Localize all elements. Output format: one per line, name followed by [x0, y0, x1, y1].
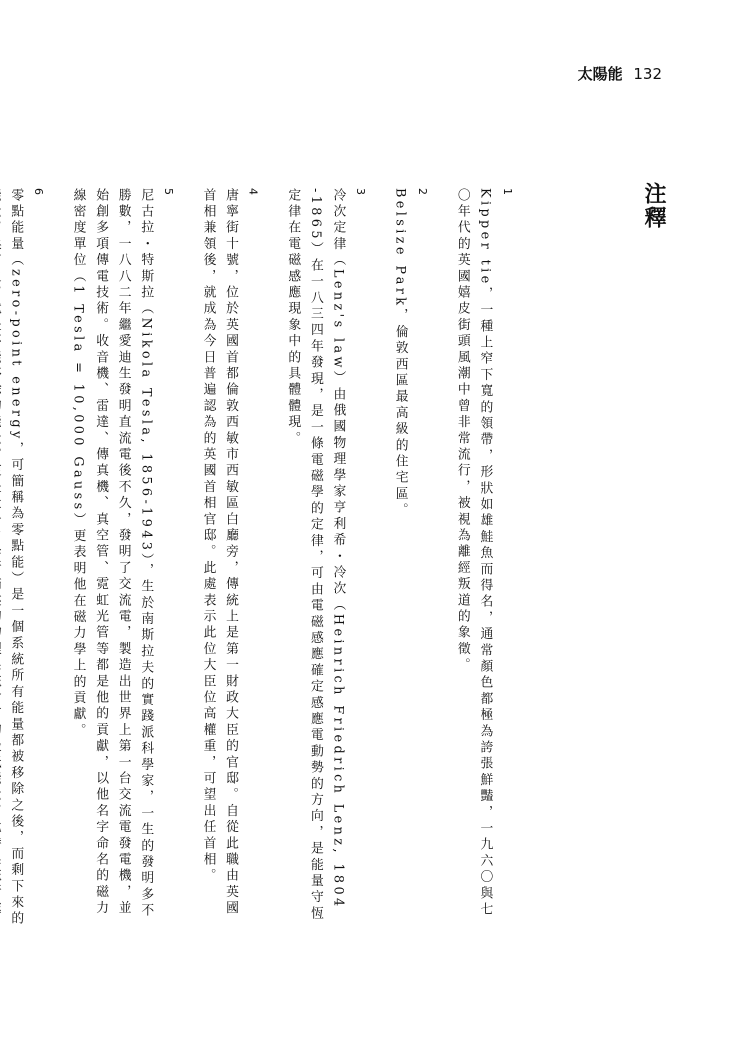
note-text: 唐寧街十號，位於英國首都倫敦西敏市西敏區白廳旁，傳統上是第一財政大臣的官邸。自從此職由英國首相兼領後，就成為今日普遍認為的英國首相官邸。此處表示此位大臣位高權重，可望出任首相。 — [200, 188, 239, 917]
notes-list — [0, 188, 518, 928]
note-text: 冷次定律（Lenz's law）由俄國物理學家亨利希・冷次（Heinrich Friedrich Lenz, 1804 -1865）在一八三四年發現，是一條電磁學的定律，可由電磁感應確定感應電動勢的方向，是能量守恆定律在電磁感應現象中的具體體現。 — [285, 188, 346, 923]
note-number: 4 — [246, 188, 260, 195]
note-number: 2 — [416, 188, 430, 195]
note-number: 5 — [161, 188, 175, 195]
section-heading: 注釋 — [641, 182, 666, 230]
note-item — [281, 188, 371, 928]
note-text: 尼古拉・特斯拉（Nikola Tesla, 1856-1943），生於南斯拉夫的實踐派科學家，一生的發明多不勝數，一八八二年繼愛迪生發明直流電後不久，發明了交流電，製造出世界上第一台交流電發電機，並始創多項傳電技術。收音機、雷達、傳真機、真空管、霓虹光管等都是他的貢獻，以他名字命名的磁力線密度單位（1 Tesla = 10,000 Gauss）更表明他在磁力學上的貢獻。 — [70, 188, 154, 920]
note-item — [388, 188, 433, 928]
note-item — [196, 188, 264, 928]
note-item — [450, 188, 518, 928]
note-item — [66, 188, 179, 928]
running-head — [578, 64, 662, 84]
page-number: 132 — [633, 65, 662, 83]
note-text: Kipper tie，一種上窄下寬的領帶，形狀如雄鮭魚而得名，通常顏色都極為誇張鮮豔，一九六〇與七〇年代的英國嬉皮街頭風潮中曾非常流行，被視為離經叛道的象徵。 — [454, 188, 493, 919]
note-number: 3 — [354, 188, 368, 195]
note-text: Belsize Park，倫敦西區最高級的住宅區。 — [392, 188, 408, 520]
note-text: 零點能量（zero-point energy，可簡稱為零點能）是一個系統所有能量都被移除之後，而剩下來的 — [8, 188, 24, 928]
running-head-title: 太陽能 — [577, 65, 623, 83]
note-number: 1 — [501, 188, 514, 195]
note-item — [0, 188, 49, 928]
note-number: 6 — [31, 188, 45, 195]
